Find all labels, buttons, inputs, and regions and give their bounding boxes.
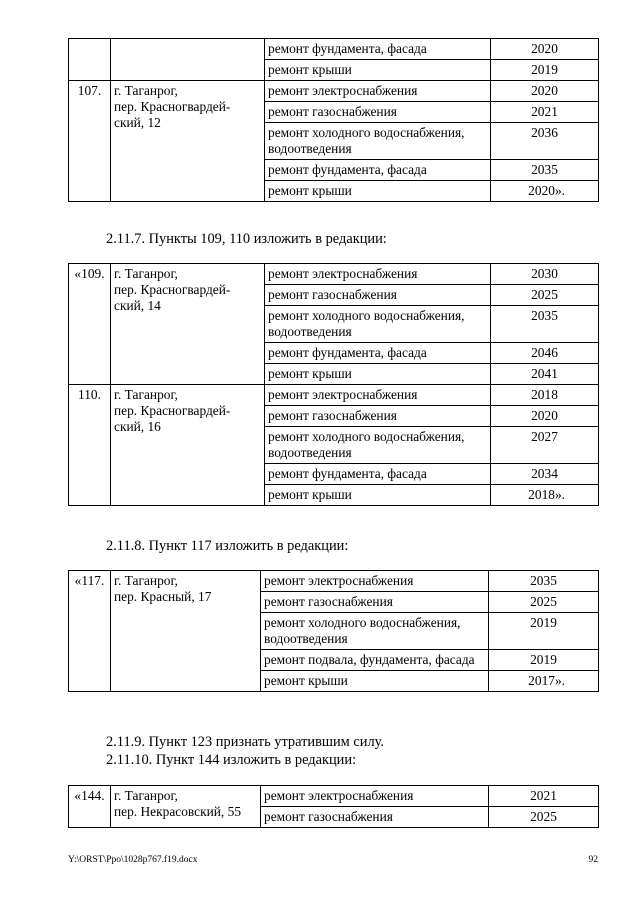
work-year: 2030 <box>491 264 599 285</box>
work-type: ремонт электроснабжения <box>265 264 491 285</box>
address-line: г. Таганрог, <box>114 573 178 588</box>
table-top <box>68 38 599 202</box>
paragraph-2-11-8: 2.11.8. Пункт 117 изложить в редакции: <box>106 538 349 554</box>
item-number: 110. <box>69 385 111 506</box>
table-row <box>69 39 599 60</box>
address-cell <box>111 39 265 81</box>
table-row <box>69 264 599 285</box>
work-type: ремонт холодного водоснабжения, водоотведения <box>265 123 491 160</box>
footer-file-path: Y:\ORST\Ppo\1028p767.f19.docx <box>68 855 198 865</box>
address-cell <box>111 786 261 828</box>
work-type: ремонт газоснабжения <box>265 285 491 306</box>
paragraph-2-11-7: 2.11.7. Пункты 109, 110 изложить в редакции: <box>106 231 387 247</box>
work-type: ремонт фундамента, фасада <box>265 39 491 60</box>
address-cell <box>111 264 265 385</box>
work-type: ремонт газоснабжения <box>265 102 491 123</box>
table-144 <box>68 785 599 828</box>
work-year: 2017». <box>489 671 599 692</box>
address-line: г. Таганрог, <box>114 83 178 98</box>
item-number: 107. <box>69 81 111 202</box>
work-year: 2035 <box>489 571 599 592</box>
work-year: 2046 <box>491 343 599 364</box>
work-year: 2025 <box>489 592 599 613</box>
work-type: ремонт фундамента, фасада <box>265 343 491 364</box>
address-line: пер. Некрасовский, 55 <box>114 804 242 819</box>
table-row <box>69 786 599 807</box>
address-line: ский, 12 <box>114 115 161 130</box>
work-type: ремонт холодного водоснабжения, водоотведения <box>265 427 491 464</box>
work-year: 2019 <box>489 613 599 650</box>
table-row <box>69 81 599 102</box>
work-year: 2025 <box>491 285 599 306</box>
work-year: 2034 <box>491 464 599 485</box>
address-cell <box>111 81 265 202</box>
work-type: ремонт электроснабжения <box>261 571 489 592</box>
address-line: пер. Красногвардей- <box>114 403 231 418</box>
work-type: ремонт газоснабжения <box>265 406 491 427</box>
address-line: пер. Красногвардей- <box>114 282 231 297</box>
item-number: «117. <box>69 571 111 692</box>
work-type: ремонт фундамента, фасада <box>265 160 491 181</box>
work-year: 2035 <box>491 160 599 181</box>
work-year: 2020 <box>491 81 599 102</box>
table-row <box>69 385 599 406</box>
work-year: 2035 <box>491 306 599 343</box>
item-number <box>69 39 111 81</box>
work-type: ремонт холодного водоснабжения, водоотведения <box>265 306 491 343</box>
work-year: 2021 <box>489 786 599 807</box>
item-number: «144. <box>69 786 111 828</box>
work-year: 2020 <box>491 39 599 60</box>
work-year: 2020». <box>491 181 599 202</box>
work-type: ремонт газоснабжения <box>261 592 489 613</box>
work-year: 2018 <box>491 385 599 406</box>
work-type: ремонт холодного водоснабжения, водоотведения <box>261 613 489 650</box>
work-year: 2021 <box>491 102 599 123</box>
work-type: ремонт фундамента, фасада <box>265 464 491 485</box>
work-type: ремонт крыши <box>265 60 491 81</box>
item-number: «109. <box>69 264 111 385</box>
address-cell <box>111 385 265 506</box>
work-type: ремонт крыши <box>261 671 489 692</box>
work-type: ремонт крыши <box>265 181 491 202</box>
work-type: ремонт электроснабжения <box>265 385 491 406</box>
work-year: 2041 <box>491 364 599 385</box>
table-109-110 <box>68 263 599 506</box>
paragraph-2-11-10: 2.11.10. Пункт 144 изложить в редакции: <box>106 752 357 768</box>
work-year: 2036 <box>491 123 599 160</box>
address-line: г. Таганрог, <box>114 788 178 803</box>
work-type: ремонт крыши <box>265 485 491 506</box>
footer-page-number: 92 <box>588 855 598 865</box>
work-type: ремонт электроснабжения <box>261 786 489 807</box>
address-line: пер. Красный, 17 <box>114 589 212 604</box>
paragraph-2-11-9: 2.11.9. Пункт 123 признать утратившим силу. <box>106 734 385 750</box>
work-type: ремонт газоснабжения <box>261 807 489 828</box>
address-line: г. Таганрог, <box>114 387 178 402</box>
table-row <box>69 571 599 592</box>
table-117 <box>68 570 599 692</box>
address-cell <box>111 571 261 692</box>
address-line: ский, 14 <box>114 298 161 313</box>
work-year: 2019 <box>491 60 599 81</box>
address-line: пер. Красногвардей- <box>114 99 231 114</box>
work-year: 2018». <box>491 485 599 506</box>
work-year: 2027 <box>491 427 599 464</box>
work-type: ремонт подвала, фундамента, фасада <box>261 650 489 671</box>
work-type: ремонт крыши <box>265 364 491 385</box>
address-line: г. Таганрог, <box>114 266 178 281</box>
work-type: ремонт электроснабжения <box>265 81 491 102</box>
work-year: 2019 <box>489 650 599 671</box>
work-year: 2020 <box>491 406 599 427</box>
address-line: ский, 16 <box>114 419 161 434</box>
work-year: 2025 <box>489 807 599 828</box>
